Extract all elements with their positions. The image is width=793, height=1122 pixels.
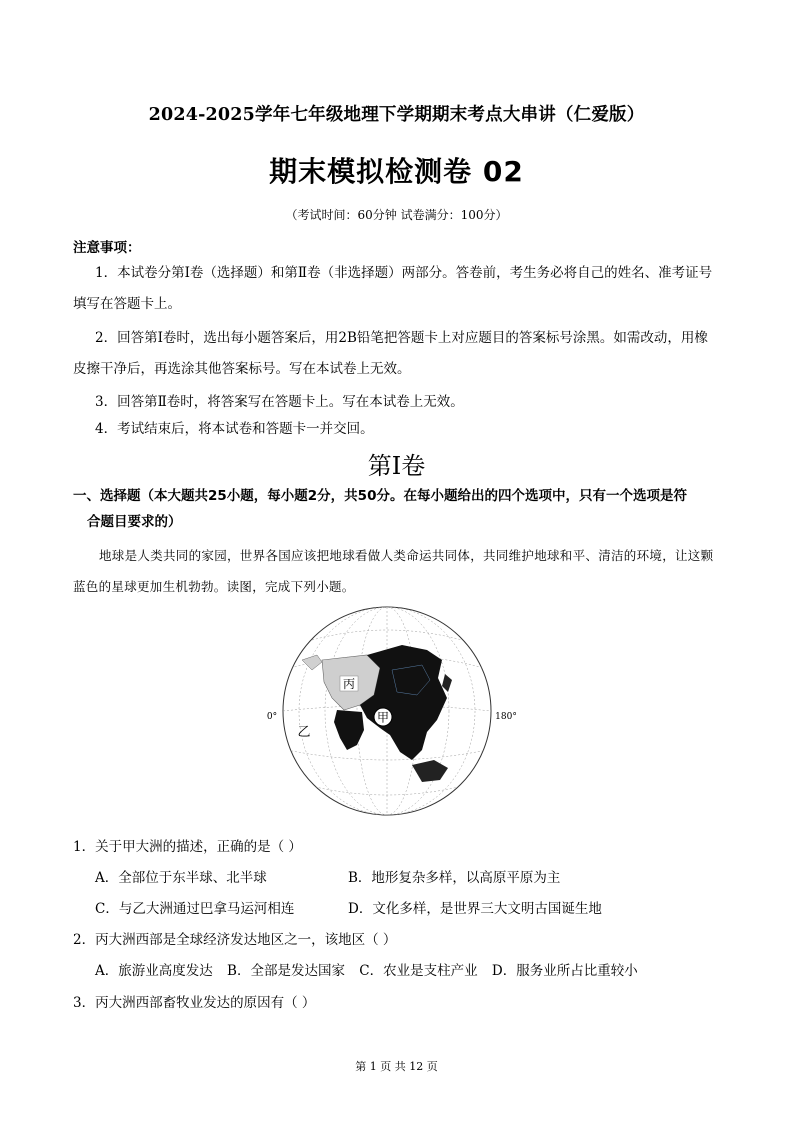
question-3-stem: 3．丙大洲西部畜牧业发达的原因有（ ） [73,995,316,1011]
note-item-4: 4．考试结束后，将本试卷和答题卡一并交回。 [95,421,374,437]
question-intro: 地球是人类共同的家园，世界各国应该把地球看做人类命运共同体，共同维护地球和平、清洁的环境，让这颗蓝色的星球更加生机勃勃。读图，完成下列小题。 [73,548,714,594]
map-svg [262,600,517,822]
section-heading-line1: 一、选择题（本大题共25小题，每小题2分，共50分。在每小题给出的四个选项中，只有一个选项是符 [73,488,687,504]
world-map-figure [262,600,517,822]
map-label-yi: 乙 [297,725,311,740]
question-1-option-d: D．文化多样，是世界三大文明古国诞生地 [348,901,602,917]
map-label-jia: 甲 [376,710,390,725]
exam-info: （考试时间：60分钟 试卷满分：100分） [285,208,508,222]
map-label-bing: 丙 [342,677,356,691]
question-1-stem: 1．关于甲大洲的描述，正确的是（ ） [73,839,302,855]
question-2-option-d: D．服务业所占比重较小 [491,963,638,979]
map-label-0-degree: 0° [266,712,278,722]
page-footer: 第 1 页 共 12 页 [355,1060,438,1073]
question-1-option-a: A．全部位于东半球、北半球 [95,870,267,886]
question-1-option-c: C．与乙大洲通过巴拿马运河相连 [95,901,295,917]
section-heading-line2: 合题目要求的） [87,514,182,530]
notes-heading: 注意事项： [73,240,141,256]
volume-title: 第Ⅰ卷 [367,452,426,480]
question-2-option-c: C．农业是支柱产业 [359,963,478,979]
question-2-option-b: B．全部是发达国家 [227,963,345,979]
question-2-option-a: A．旅游业高度发达 [95,963,213,979]
question-2-options [95,961,648,981]
question-2-stem: 2．丙大洲西部是全球经济发达地区之一，该地区（ ） [73,932,397,948]
section-heading [73,483,721,535]
note-item-3: 3．回答第Ⅱ卷时，将答案写在答题卡上。写在本试卷上无效。 [95,394,464,410]
page-title: 期末模拟检测卷 02 [269,155,524,188]
note-item-1: 1．本试卷分第Ⅰ卷（选择题）和第Ⅱ卷（非选择题）两部分。答卷前，考生务必将自己的姓名、准考证号填写在答题卡上。 [73,265,713,312]
note-item-2: 2．回答第Ⅰ卷时，选出每小题答案后，用2B铅笔把答题卡上对应题目的答案标号涂黑。如需改动，用橡皮擦干净后，再选涂其他答案标号。写在本试卷上无效。 [73,330,708,377]
map-label-180-degree: 180° [495,712,517,722]
series-title: 2024-2025学年七年级地理下学期期末考点大串讲（仁爱版） [148,105,645,125]
question-1-option-b: B．地形复杂多样，以高原平原为主 [348,870,561,886]
